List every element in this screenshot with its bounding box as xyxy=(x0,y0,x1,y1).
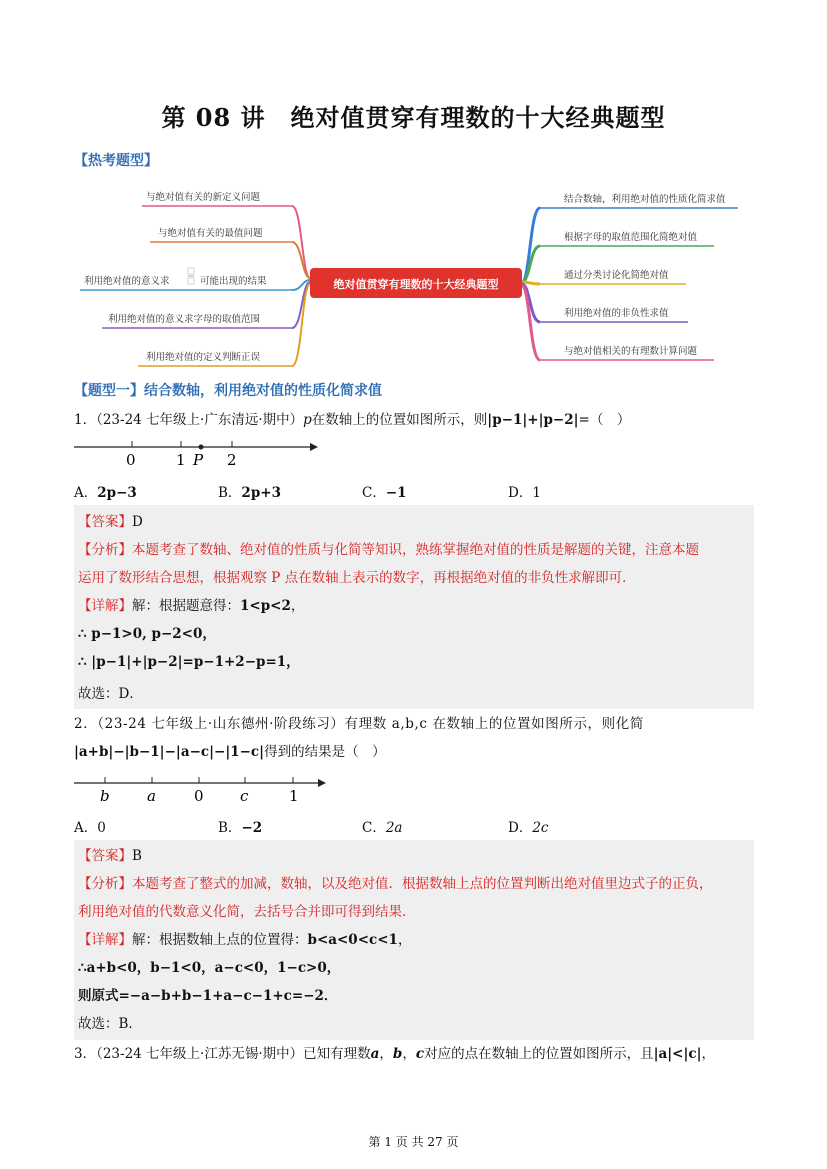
q2-detail-4: 故选：B． xyxy=(78,1016,142,1032)
q1-answer: 【答案】D xyxy=(78,514,143,530)
section-type1-label: 【题型一】结合数轴，利用绝对值的性质化简求值 xyxy=(74,383,382,399)
q2-detail-3: 则原式=−a−b+b−1+a−c−1+c=−2． xyxy=(78,988,338,1004)
mm-left-2: 与绝对值有关的最值问题 xyxy=(158,228,263,239)
fraction-icon xyxy=(188,268,194,284)
q3-stem: 3．（23-24 七年级上·江苏无锡·期中）已知有理数a，b，c对应的点在数轴上的位置如图所示，且|a|<|c|， xyxy=(74,1046,716,1062)
mindmap-center-label: 绝对值贯穿有理数的十大经典题型 xyxy=(333,278,499,291)
page-footer: 第 1 页 共 27 页 xyxy=(368,1135,459,1149)
q2-axis-1: 1 xyxy=(289,787,299,804)
q1-option-d[interactable]: D．1 xyxy=(508,485,541,501)
q1-option-a[interactable]: A．2p−3 xyxy=(74,485,137,501)
q1-number-line xyxy=(74,438,324,468)
q2-option-d[interactable]: D．2c xyxy=(508,820,549,836)
q1-option-c[interactable]: C．−1 xyxy=(362,485,407,501)
q1-analysis-2: 运用了数形结合思想，根据观察 P 点在数轴上表示的数字，再根据绝对值的非负性求解即可． xyxy=(78,570,636,586)
mm-left-3b: 可能出现的结果 xyxy=(200,276,267,287)
q2-option-c[interactable]: C．2a xyxy=(362,820,403,836)
q1-answer-box xyxy=(74,505,754,709)
q2-stem-1: 2．（23-24 七年级上·山东德州·阶段练习）有理数 a,b,c 在数轴上的位置如图所示，则化简 xyxy=(74,716,644,732)
q1-stem: 1．（23-24 七年级上·广东清远·期中）p在数轴上的位置如图所示，则|p−1|+|p−2|=（ ） xyxy=(74,412,631,428)
mm-right-1: 结合数轴，利用绝对值的性质化简求值 xyxy=(564,194,726,205)
q1-detail-3: ∴ |p−1|+|p−2|=p−1+2−p=1， xyxy=(78,654,300,670)
q2-option-b[interactable]: B．−2 xyxy=(218,820,263,836)
q2-answer: 【答案】B xyxy=(78,848,142,864)
q1-analysis-1: 【分析】本题考查了数轴、绝对值的性质与化简等知识，熟练掌握绝对值的性质是解题的关键，注意本题 xyxy=(78,542,699,558)
q2-analysis-2: 利用绝对值的代数意义化简，去括号合并即可得到结果． xyxy=(78,904,416,920)
q2-number-line xyxy=(74,774,334,804)
q1-detail-1: 【详解】解：根据题意得：1<p<2， xyxy=(78,598,305,614)
mm-left-4: 利用绝对值的意义求字母的取值范围 xyxy=(108,314,261,325)
q2-stem-2: |a+b|−|b−1|−|a−c|−|1−c|得到的结果是（ ） xyxy=(74,744,386,760)
q2-axis-b: b xyxy=(100,787,110,804)
mm-right-5: 与绝对值相关的有理数计算问题 xyxy=(564,346,698,357)
mm-left-1: 与绝对值有关的新定义问题 xyxy=(146,192,261,203)
mm-left-5: 利用绝对值的定义判断正误 xyxy=(146,352,261,363)
q2-axis-c: c xyxy=(240,787,249,804)
q1-axis-1: 1 xyxy=(176,451,186,468)
q1-axis-0: 0 xyxy=(126,451,136,468)
q2-analysis-1: 【分析】本题考查了整式的加减，数轴，以及绝对值．根据数轴上点的位置判断出绝对值里边式子的正负， xyxy=(78,876,713,892)
q2-detail-1: 【详解】解：根据数轴上点的位置得：b<a<0<c<1， xyxy=(78,932,412,948)
q2-axis-0: 0 xyxy=(194,787,204,804)
q1-detail-2: ∴ p−1>0, p−2<0， xyxy=(78,626,216,642)
page-title: 第 08 讲 绝对值贯穿有理数的十大经典题型 xyxy=(161,103,666,132)
q2-detail-2: ∴a+b<0，b−1<0，a−c<0，1−c>0， xyxy=(78,960,341,976)
mindmap xyxy=(74,172,754,372)
mm-left-3a: 利用绝对值的意义求 xyxy=(84,276,170,287)
mm-right-2: 根据字母的取值范围化简绝对值 xyxy=(564,232,698,243)
q1-axis-2: 2 xyxy=(227,451,237,468)
mm-right-3: 通过分类讨论化简绝对值 xyxy=(564,270,669,281)
q1-option-b[interactable]: B．2p+3 xyxy=(218,485,281,501)
mm-right-4: 利用绝对值的非负性求值 xyxy=(564,308,669,319)
q2-option-a[interactable]: A．0 xyxy=(74,820,106,836)
q1-axis-p: P xyxy=(193,451,204,468)
section-hot-label: 【热考题型】 xyxy=(74,153,158,169)
q2-axis-a: a xyxy=(147,787,156,804)
q2-answer-box xyxy=(74,840,754,1040)
q1-detail-4: 故选：D． xyxy=(78,686,143,702)
